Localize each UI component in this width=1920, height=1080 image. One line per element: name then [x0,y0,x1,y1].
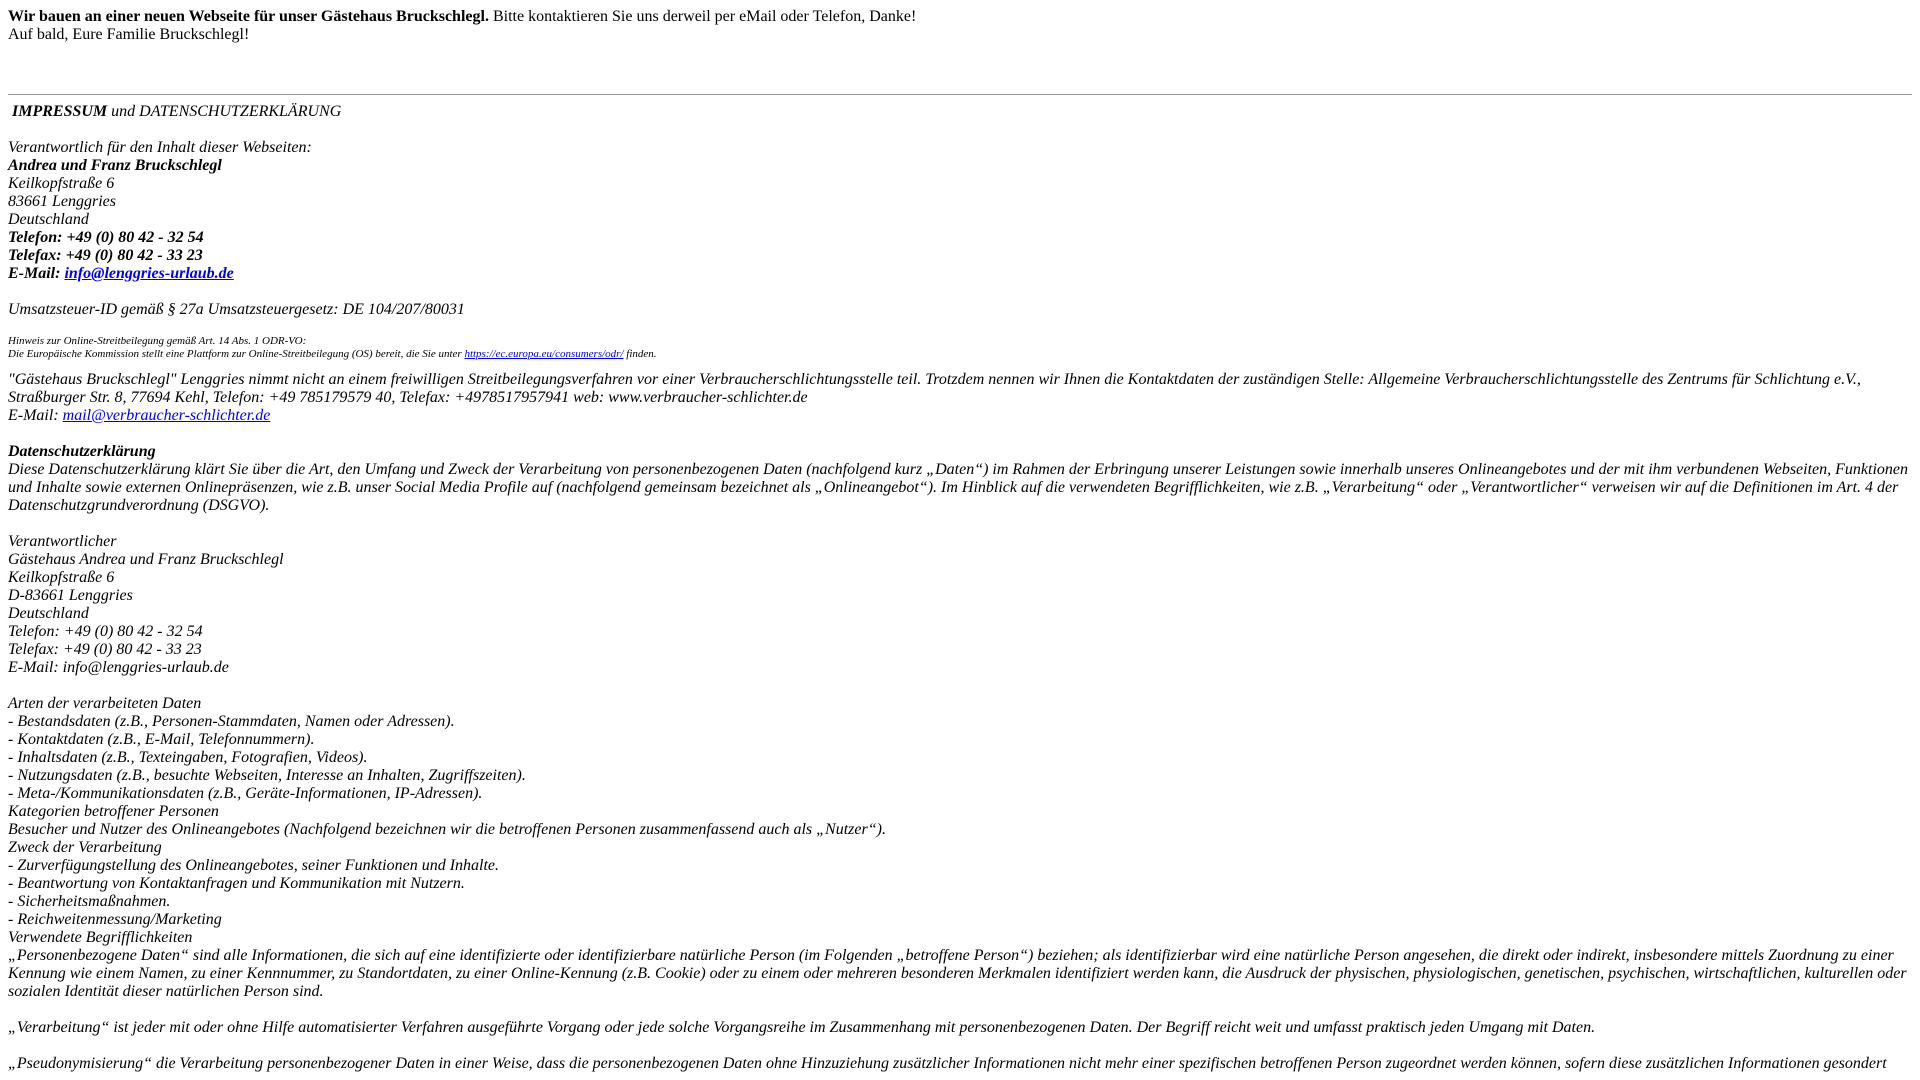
controller-line: Telefax: +49 (0) 80 42 - 33 23 [8,641,202,658]
phone-label: Telefon: [8,229,63,246]
odr-text-post: finden. [623,348,657,360]
definition-personal-data: „Personenbezogene Daten“ sind alle Informationen, die sich auf eine identifizierte oder identifizierbare natürliche Person (im Folgenden „betroffene Person“) beziehen; als identifizierbar wird eine natürliche Person angesehen, die direkt oder indirekt, insbesondere mittels Zuordnung zu einer Kennung wie einem Namen, zu einer Kennnummer, zu Standortdaten, zu einer Online-Kennung (z.B. Cookie) oder zu einem oder mehreren besonderen Merkmalen identifiziert werden kann, die Ausdruck der physischen, physiologischen, genetischen, psychischen, wirtschaftlichen, kulturellen oder sozialen Identität dieser natürlichen Person sind. [8,947,1907,1000]
notice-signoff: Auf bald, Eure Familie Bruckschlegl! [8,26,250,43]
odr-link[interactable]: https://ec.europa.eu/consumers/odr/ [464,348,624,360]
definition-processing: „Verarbeitung“ ist jeder mit oder ohne Hilfe automatisierter Verfahren ausgeführte Vorgang oder jede solche Vorgangsreihe im Zusammenhang mit personenbezogenen Daten. Der Begriff reicht weit und umfasst praktisch jeden Umgang mit Daten. [8,1019,1596,1036]
impressum-title-rest: und DATENSCHUTZERKLÄRUNG [107,103,342,120]
gap [8,361,1912,371]
data-line: - Meta-/Kommunikationsdaten (z.B., Geräte-Informationen, IP-Adressen). [8,785,483,802]
controller-line: E-Mail: info@lenggries-urlaub.de [8,659,229,676]
controller-line: Keilkopfstraße 6 [8,569,115,586]
spacer [8,44,1912,80]
gap [8,319,1912,335]
data-line: Zweck der Verarbeitung [8,839,162,856]
impressum-title-bold: IMPRESSUM [12,103,108,120]
notice-headline-line [8,8,1912,26]
dispute-email-label: E-Mail: [8,407,63,424]
data-line: Arten der verarbeiteten Daten [8,695,202,712]
data-line: - Bestandsdaten (z.B., Personen-Stammdaten, Namen oder Adressen). [8,713,455,730]
controller-line: Deutschland [8,605,89,622]
phone-value: +49 (0) 80 42 - 32 54 [62,229,204,246]
data-line: Besucher und Nutzer des Onlineangebotes (Nachfolgend bezeichnen wir die betroffenen Personen zusammenfassend auch als „Nutzer“). [8,821,886,838]
data-line: - Beantwortung von Kontaktanfragen und Kommunikation mit Nutzern. [8,875,465,892]
data-line: Kategorien betroffener Personen [8,803,219,820]
data-line: - Kontaktdaten (z.B., E-Mail, Telefonnummern). [8,731,315,748]
horizontal-divider [8,94,1912,95]
email-label: E-Mail: [8,265,65,282]
impressum-section [8,103,1912,1073]
definition-pseudonymisation: „Pseudonymisierung“ die Verarbeitung personenbezogener Daten in einer Weise, dass die personenbezogenen Daten ohne Hinzuziehung zusätzlicher Informationen nicht mehr einer spezifischen betroffenen Person zugeordnet werden können, sofern diese zusätzlichen Informationen gesondert [8,1055,1887,1072]
notice-headline-rest: Bitte kontaktieren Sie uns derweil per eMail oder Telefon, Danke! [488,8,917,25]
privacy-title: Datenschutzerklärung [8,443,156,460]
email-line [8,265,1912,283]
dispute-email-link[interactable]: mail@verbraucher-schlichter.de [62,407,271,424]
data-line: - Reichweitenmessung/Marketing [8,911,222,928]
data-line: Verwendete Begrifflichkeiten [8,929,193,946]
controller-line: D-83661 Lenggries [8,587,133,604]
fax-line [8,247,1912,265]
gap [8,121,1912,139]
gap [8,1001,1912,1019]
responsible-label: Verantwortlich für den Inhalt dieser Webseiten: [8,139,312,156]
dispute-resolution-text: "Gästehaus Bruckschlegl" Lenggries nimmt nicht an einem freiwilligen Streitbeilegungsverfahren vor einer Verbraucherschlichtungsstelle teil. Trotzdem nennen wir Ihnen die Kontaktdaten der zuständigen Stelle: Allgemeine Verbraucherschlichtungsstelle des Zentrums für Schlichtung e.V., Straßburger Str. 8, 77694 Kehl, Telefon: +49 785179579 40, Telefax: +4978517957941 web: www.verbraucher-schlichter.de [8,371,1861,406]
gap [8,1037,1912,1055]
gap [8,425,1912,443]
controller-line: Gästehaus Andrea und Franz Bruckschlegl [8,551,284,568]
data-line: - Nutzungsdaten (z.B., besuchte Webseiten, Interesse an Inhalten, Zugriffszeiten). [8,767,526,784]
gap [8,515,1912,533]
address-city: 83661 Lenggries [8,193,116,210]
construction-notice [8,8,1912,44]
fax-label: Telefax: [8,247,62,264]
data-line: - Inhaltsdaten (z.B., Texteingaben, Fotografien, Videos). [8,749,368,766]
data-line: - Sicherheitsmaßnahmen. [8,893,171,910]
phone-line [8,229,1912,247]
owner-names: Andrea und Franz Bruckschlegl [8,157,222,174]
dispute-email-line [8,407,1912,425]
privacy-intro: Diese Datenschutzerklärung klärt Sie über die Art, den Umfang und Zweck der Verarbeitung von personenbezogenen Daten (nachfolgend kurz „Daten“) im Rahmen der Erbringung unserer Leistungen sowie innerhalb unseres Onlineangebotes und der mit ihm verbundenen Webseiten, Funktionen und Inhalte sowie externen Onlinepräsenzen, wie z.B. unser Social Media Profile auf (nachfolgend gemeinsam bezeichnet als „Onlineangebot“). Im Hinblick auf die verwendeten Begrifflichkeiten, wie z.B. „Verarbeitung“ oder „Verantwortlicher“ verweisen wir auf die Definitionen im Art. 4 der Datenschutzgrundverordnung (DSGVO). [8,461,1909,514]
data-categories-block [8,695,1912,947]
data-line: - Zurverfügungstellung des Onlineangebotes, seiner Funktionen und Inhalte. [8,857,500,874]
gap [8,283,1912,301]
impressum-title [8,103,1912,121]
email-link[interactable]: info@lenggries-urlaub.de [64,265,234,282]
vat-id: Umsatzsteuer-ID gemäß § 27a Umsatzsteuergesetz: DE 104/207/80031 [8,301,465,318]
address-street: Keilkopfstraße 6 [8,175,115,192]
controller-line: Telefon: +49 (0) 80 42 - 32 54 [8,623,203,640]
page-content [8,8,1912,1073]
fax-value: +49 (0) 80 42 - 33 23 [61,247,203,264]
address-country: Deutschland [8,211,89,228]
controller-block [8,533,1912,677]
odr-notice-title: Hinweis zur Online-Streitbeilegung gemäß Art. 14 Abs. 1 ODR-VO: [8,335,307,347]
odr-notice-text [8,348,1912,361]
controller-line: Verantwortlicher [8,533,117,550]
gap [8,677,1912,695]
notice-headline-bold: Wir bauen an einer neuen Webseite für unser Gästehaus Bruckschlegl. [8,8,489,25]
odr-text-pre: Die Europäische Kommission stellt eine Plattform zur Online-Streitbeilegung (OS) bereit, die Sie unter [8,348,465,360]
